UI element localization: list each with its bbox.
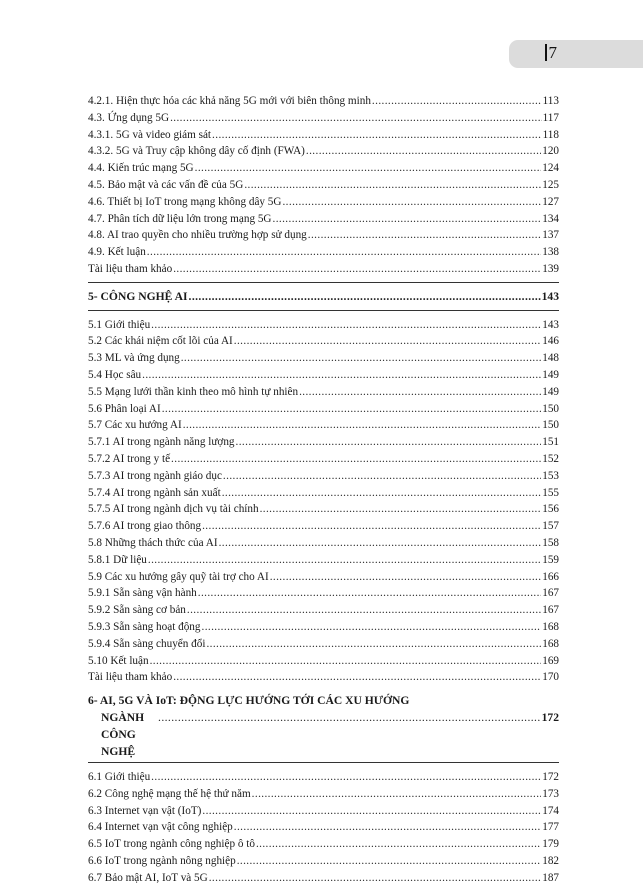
toc-chapter-title-line1: 6- AI, 5G VÀ IoT: ĐỘNG LỰC HƯỚNG TỚI CÁC XU HƯỚNG — [88, 694, 410, 708]
toc-entry-page: 156 — [542, 503, 559, 516]
toc-entry — [88, 333, 559, 350]
toc-entry — [88, 819, 559, 836]
toc-entry-page: 170 — [542, 671, 559, 684]
toc-entry-title: 5.6 Phân loại AI — [88, 402, 161, 415]
toc-entry-page: 150 — [542, 402, 559, 415]
toc-entry-title: 5.7.1 AI trong ngành năng lượng — [88, 436, 235, 449]
toc-entry-title: 4.4. Kiến trúc mạng 5G — [88, 162, 194, 175]
toc-entry-page: 169 — [542, 654, 559, 667]
toc-entry — [88, 636, 559, 653]
toc-entry-page: 155 — [542, 486, 559, 499]
toc-entry-title: 5.7.3 AI trong ngành giáo dục — [88, 469, 222, 482]
toc-entry-title: 5.1 Giới thiệu — [88, 318, 151, 331]
toc-entry — [88, 669, 559, 686]
toc-entry — [88, 552, 559, 569]
toc-entry-title: 5.7.4 AI trong ngành sản xuất — [88, 486, 221, 499]
toc-entry — [88, 501, 559, 518]
toc-leader-dots — [173, 261, 541, 278]
toc-entry-title: 5.5 Mạng lưới thần kinh theo mô hình tự nhiên — [88, 385, 299, 398]
toc-entry — [88, 786, 559, 803]
toc-chapter-page: 143 — [541, 289, 559, 303]
page-number-tab — [509, 40, 643, 68]
toc-leader-dots — [306, 143, 541, 160]
toc-entry — [88, 127, 559, 144]
toc-leader-dots — [270, 569, 542, 586]
toc-entry — [88, 110, 559, 127]
toc-leader-dots — [202, 619, 542, 636]
toc-leader-dots — [183, 417, 542, 434]
toc-entry-title: 4.3. Ứng dụng 5G — [88, 111, 170, 124]
toc-entry-title: 5.7.6 AI trong giao thông — [88, 520, 202, 533]
toc-entry-title: 6.1 Giới thiệu — [88, 771, 151, 784]
toc-leader-dots — [162, 401, 542, 418]
toc-entry — [88, 619, 559, 636]
toc-entry-page: 159 — [542, 553, 559, 566]
toc-entry-title: 6.6 IoT trong ngành nông nghiệp — [88, 855, 236, 868]
toc-entry-page: 167 — [542, 604, 559, 617]
toc-entry — [88, 93, 559, 110]
toc-entry-title: 6.7 Bảo mật AI, IoT và 5G — [88, 871, 208, 884]
toc-entry — [88, 244, 559, 261]
toc-entry — [88, 317, 559, 334]
toc-entry — [88, 401, 559, 418]
toc-entry — [88, 769, 559, 786]
toc-entry — [88, 535, 559, 552]
toc-leader-dots — [170, 110, 542, 127]
toc-entry-page: 157 — [542, 520, 559, 533]
toc-entry-page: 127 — [542, 195, 559, 208]
toc-entry-title: 4.5. Bảo mật và các vấn đề của 5G — [88, 178, 244, 191]
toc-entry-title: 5.2 Các khái niệm cốt lõi của AI — [88, 335, 233, 348]
toc-entry — [88, 211, 559, 228]
toc-entry-title: 6.2 Công nghệ mạng thế hệ thứ năm — [88, 787, 251, 800]
toc-entry-page: 168 — [542, 637, 559, 650]
toc-entry-page: 173 — [542, 787, 559, 800]
toc-leader-dots — [209, 870, 541, 887]
section-divider — [88, 762, 559, 763]
page-number: 7 — [548, 43, 557, 62]
toc-leader-dots — [282, 194, 541, 211]
toc-entry-title: 5.8.1 Dữ liệu — [88, 553, 147, 566]
toc-entry — [88, 853, 559, 870]
toc-entry-page: 177 — [542, 821, 559, 834]
toc-entry — [88, 836, 559, 853]
toc-entry — [88, 653, 559, 670]
toc-leader-dots — [256, 836, 541, 853]
section-divider — [88, 310, 559, 311]
toc-leader-dots — [187, 602, 541, 619]
toc-entry — [88, 350, 559, 367]
toc-entry-title: 4.7. Phân tích dữ liệu lớn trong mạng 5G — [88, 212, 272, 225]
toc-leader-dots — [372, 93, 542, 110]
toc-entry-title: 4.3.2. 5G và Truy cập không dây cố định (FWA) — [88, 145, 305, 158]
toc-entry-page: 187 — [542, 871, 559, 884]
toc-chapter-6 — [88, 692, 559, 760]
toc-leader-dots — [202, 518, 541, 535]
toc-leader-dots — [212, 127, 542, 144]
toc-entry-title: 4.2.1. Hiện thực hóa các khả năng 5G mới với biên thông minh — [88, 95, 371, 107]
toc-entry-title: 5.9.1 Sẵn sàng vận hành — [88, 587, 197, 600]
toc-entry — [88, 384, 559, 401]
toc-leader-dots — [236, 434, 542, 451]
toc-entry-page: 143 — [542, 318, 559, 331]
toc-entry-page: 152 — [542, 452, 559, 465]
toc-entry-page: 146 — [542, 335, 559, 348]
toc-entry-title: 5.7.2 AI trong y tế — [88, 452, 171, 465]
toc-entry — [88, 585, 559, 602]
toc-entry-page: 151 — [542, 436, 559, 449]
toc-leader-dots — [219, 535, 542, 552]
toc-entry — [88, 870, 559, 887]
toc-leader-dots — [244, 177, 541, 194]
toc-leader-dots — [189, 289, 541, 306]
toc-entry — [88, 518, 559, 535]
toc-leader-dots — [237, 853, 542, 870]
toc-leader-dots — [308, 227, 541, 244]
toc-entry-title: 4.9. Kết luận — [88, 246, 146, 259]
toc-entry-page: 166 — [542, 570, 559, 583]
toc-leader-dots — [148, 552, 541, 569]
toc-entry-page: 182 — [542, 855, 559, 868]
toc-entry — [88, 602, 559, 619]
toc-entry-page: 125 — [542, 178, 559, 191]
toc-entry-page: 168 — [542, 620, 559, 633]
toc-chapter-title-line2: NGÀNH CÔNG NGHỆ — [101, 711, 145, 759]
toc-entry — [88, 417, 559, 434]
toc-leader-dots — [273, 211, 542, 228]
toc-entry — [88, 194, 559, 211]
toc-entry-title: 4.8. AI trao quyền cho nhiều trường hợp sử dụng — [88, 229, 307, 242]
toc-entry-page: 138 — [542, 246, 559, 259]
toc-leader-dots — [142, 367, 541, 384]
toc-group-chapter4 — [88, 93, 559, 278]
toc-entry-page: 167 — [542, 587, 559, 600]
toc-entry-title: Tài liệu tham khảo — [88, 671, 173, 684]
toc-entry — [88, 160, 559, 177]
toc-leader-dots — [252, 786, 542, 803]
toc-entry-title: 5.4 Học sâu — [88, 368, 142, 381]
toc-entry-title: 6.3 Internet vạn vật (IoT) — [88, 804, 202, 817]
toc-entry-page: 134 — [542, 212, 559, 225]
toc-entry-title: 5.9.3 Sẵn sàng hoạt động — [88, 620, 201, 633]
toc-entry — [88, 468, 559, 485]
toc-leader-dots — [173, 669, 541, 686]
toc-entry-page: 150 — [542, 419, 559, 432]
toc-entry — [88, 177, 559, 194]
toc-entry-page: 149 — [542, 368, 559, 381]
toc-entry-page: 120 — [542, 145, 559, 158]
toc-leader-dots — [234, 819, 541, 836]
toc-leader-dots — [206, 636, 541, 653]
toc-entry-title: 6.5 IoT trong ngành công nghiệp ô tô — [88, 838, 255, 851]
toc-entry-title: 5.9.4 Sẵn sàng chuyển đổi — [88, 637, 206, 650]
toc-entry-title: 5.9.2 Sẵn sàng cơ bản — [88, 604, 186, 617]
toc-entry-page: 118 — [542, 128, 559, 141]
toc-entry-title: 5.9 Các xu hướng gây quỹ tài trợ cho AI — [88, 570, 269, 583]
toc-leader-dots — [147, 244, 541, 261]
toc-entry-page: 174 — [542, 804, 559, 817]
toc-entry-title: 5.8 Những thách thức của AI — [88, 536, 218, 549]
toc-entry — [88, 451, 559, 468]
toc-entry — [88, 227, 559, 244]
toc-leader-dots — [223, 468, 541, 485]
toc-entry-page: 124 — [542, 162, 559, 175]
toc-entry — [88, 485, 559, 502]
toc-leader-dots — [151, 769, 541, 786]
toc-entry — [88, 569, 559, 586]
toc-entry-page: 172 — [542, 771, 559, 784]
toc-leader-dots — [181, 350, 541, 367]
toc-entry-title: 5.3 ML và ứng dụng — [88, 352, 180, 365]
toc-entry-page: 113 — [542, 95, 559, 107]
toc-leader-dots — [158, 709, 541, 726]
toc-entry-page: 137 — [542, 229, 559, 242]
toc-entry-title: 5.10 Kết luận — [88, 654, 149, 667]
toc-entry-page: 149 — [542, 385, 559, 398]
toc-leader-dots — [202, 803, 541, 820]
toc-leader-dots — [171, 451, 541, 468]
toc-leader-dots — [150, 653, 542, 670]
toc-leader-dots — [222, 485, 542, 502]
toc-leader-dots — [299, 384, 541, 401]
toc-entry-title: 4.3.1. 5G và video giám sát — [88, 128, 212, 141]
toc-entry-page: 139 — [542, 262, 559, 275]
toc-chapter-page: 172 — [541, 711, 559, 725]
toc-group-chapter5 — [88, 317, 559, 687]
toc-chapter-title: 5- CÔNG NGHỆ AI — [88, 289, 188, 303]
toc-leader-dots — [151, 317, 541, 334]
section-divider — [88, 282, 559, 283]
toc-entry-title: 5.7.5 AI trong ngành dịch vụ tài chính — [88, 503, 259, 516]
toc-entry — [88, 434, 559, 451]
toc-entry-page: 158 — [542, 536, 559, 549]
toc-entry-title: Tài liệu tham khảo — [88, 262, 173, 275]
toc-entry-page: 179 — [542, 838, 559, 851]
toc-entry-title: 5.7 Các xu hướng AI — [88, 419, 182, 432]
toc-group-chapter6 — [88, 769, 559, 887]
toc-entry-page: 117 — [542, 111, 559, 124]
toc-leader-dots — [260, 501, 542, 518]
toc-leader-dots — [198, 585, 541, 602]
toc-entry — [88, 803, 559, 820]
page-number-divider — [545, 44, 547, 61]
toc-entry-title: 6.4 Internet vạn vật công nghiệp — [88, 821, 233, 834]
table-of-contents — [88, 93, 559, 887]
toc-entry-page: 148 — [542, 352, 559, 365]
toc-entry — [88, 143, 559, 160]
toc-chapter-5 — [88, 289, 559, 306]
toc-entry-page: 153 — [542, 469, 559, 482]
toc-leader-dots — [195, 160, 542, 177]
toc-entry — [88, 261, 559, 278]
toc-leader-dots — [234, 333, 541, 350]
toc-entry-title: 4.6. Thiết bị IoT trong mạng không dây 5G — [88, 195, 282, 208]
toc-entry — [88, 367, 559, 384]
